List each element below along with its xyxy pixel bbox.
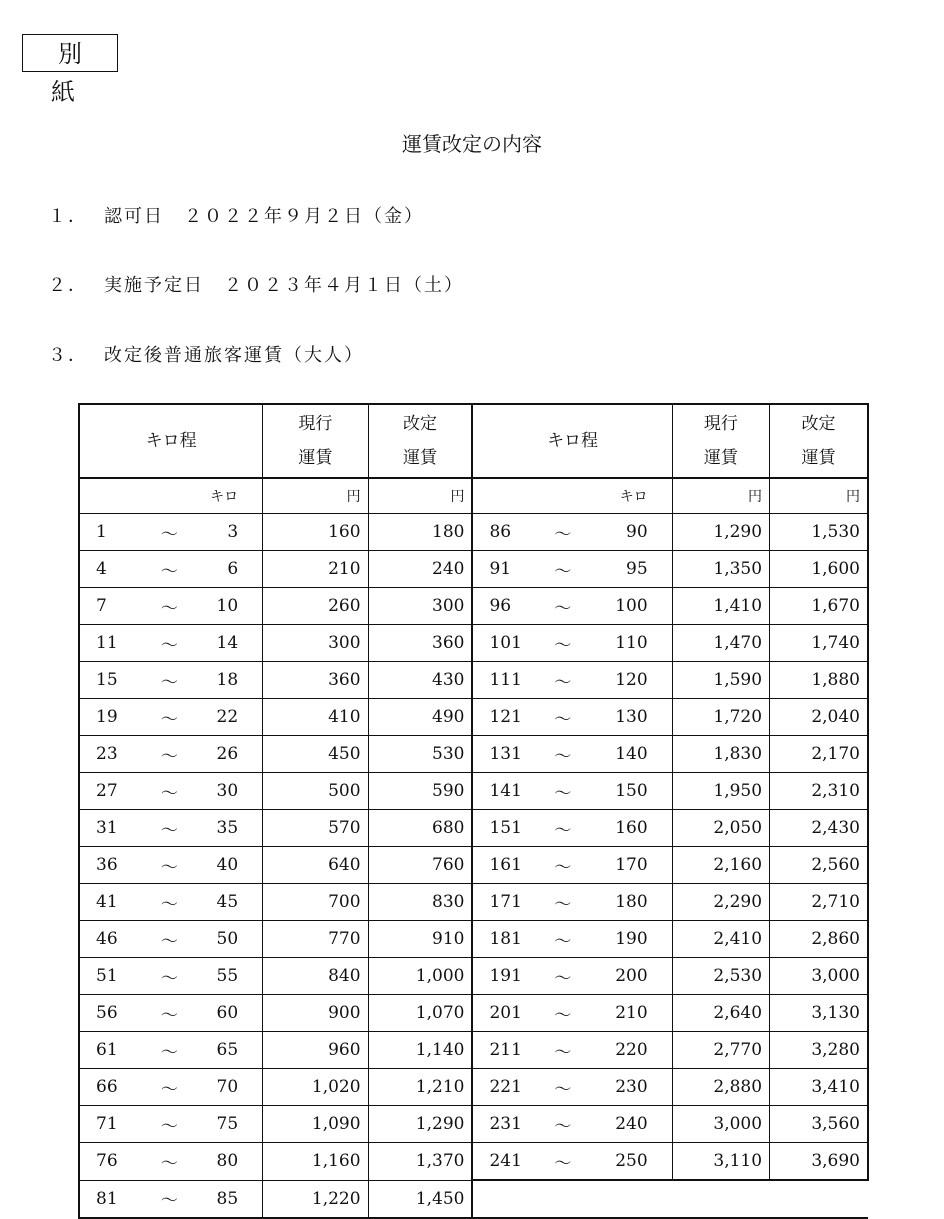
distance-to: 80 <box>199 1143 262 1181</box>
distance-from: 101 <box>472 625 532 662</box>
table-row <box>79 773 868 810</box>
revised-fare: 360 <box>368 625 472 662</box>
distance-to: 35 <box>199 810 262 847</box>
table-row <box>79 588 868 625</box>
table-row <box>79 1106 868 1143</box>
unit-yen: 円 <box>770 478 868 514</box>
revised-fare: 2,430 <box>770 810 868 847</box>
range-tilde: ～ <box>533 958 593 995</box>
distance-from: 221 <box>472 1069 532 1106</box>
distance-to: 18 <box>199 662 262 699</box>
revised-fare: 1,600 <box>770 551 868 588</box>
distance-to: 170 <box>593 847 672 884</box>
distance-from: 4 <box>79 551 139 588</box>
distance-from: 36 <box>79 847 139 884</box>
distance-from: 121 <box>472 699 532 736</box>
revised-fare: 1,450 <box>368 1180 472 1218</box>
revised-fare: 1,140 <box>368 1032 472 1069</box>
current-fare: 3,110 <box>672 1143 769 1181</box>
distance-to: 45 <box>199 884 262 921</box>
range-tilde: ～ <box>139 884 199 921</box>
item-text: 認可日 ２０２２年９月２日（金） <box>104 206 424 227</box>
table-row <box>79 625 868 662</box>
current-fare: 1,590 <box>672 662 769 699</box>
header-revised-fare-right: 改定 運賃 <box>770 404 868 478</box>
table-row <box>79 1143 868 1181</box>
distance-from: 7 <box>79 588 139 625</box>
range-tilde: ～ <box>139 625 199 662</box>
fare-table-body <box>79 478 868 1218</box>
distance-from: 23 <box>79 736 139 773</box>
distance-from: 96 <box>472 588 532 625</box>
revised-fare: 1,530 <box>770 514 868 551</box>
distance-from: 191 <box>472 958 532 995</box>
revised-fare: 1,370 <box>368 1143 472 1181</box>
current-fare: 700 <box>263 884 368 921</box>
distance-from: 241 <box>472 1143 532 1181</box>
item-effective-date <box>48 271 480 297</box>
current-fare: 260 <box>263 588 368 625</box>
distance-to: 65 <box>199 1032 262 1069</box>
current-fare: 1,020 <box>263 1069 368 1106</box>
distance-from: 91 <box>472 551 532 588</box>
distance-to: 230 <box>593 1069 672 1106</box>
current-fare: 960 <box>263 1032 368 1069</box>
item-number: ２． <box>48 275 88 296</box>
distance-to: 130 <box>593 699 672 736</box>
current-fare: 840 <box>263 958 368 995</box>
current-fare: 2,770 <box>672 1032 769 1069</box>
header-distance-left: キロ程 <box>79 404 263 478</box>
distance-to: 50 <box>199 921 262 958</box>
table-row <box>79 847 868 884</box>
current-fare: 570 <box>263 810 368 847</box>
distance-from: 1 <box>79 514 139 551</box>
attachment-stamp: 別 紙 <box>22 34 118 72</box>
revised-fare: 490 <box>368 699 472 736</box>
revised-fare: 2,310 <box>770 773 868 810</box>
current-fare: 410 <box>263 699 368 736</box>
distance-from: 66 <box>79 1069 139 1106</box>
range-tilde: ～ <box>533 662 593 699</box>
range-tilde: ～ <box>139 1106 199 1143</box>
range-tilde: ～ <box>139 514 199 551</box>
distance-from: 111 <box>472 662 532 699</box>
current-fare: 2,410 <box>672 921 769 958</box>
revised-fare: 2,040 <box>770 699 868 736</box>
distance-to: 40 <box>199 847 262 884</box>
revised-fare: 430 <box>368 662 472 699</box>
distance-to: 160 <box>593 810 672 847</box>
current-fare: 2,160 <box>672 847 769 884</box>
distance-to: 95 <box>593 551 672 588</box>
range-tilde: ～ <box>533 1143 593 1181</box>
range-tilde: ～ <box>533 847 593 884</box>
distance-to: 250 <box>593 1143 672 1181</box>
current-fare: 1,090 <box>263 1106 368 1143</box>
distance-from: 231 <box>472 1106 532 1143</box>
range-tilde: ～ <box>533 1032 593 1069</box>
revised-fare: 180 <box>368 514 472 551</box>
table-header-row <box>79 404 868 478</box>
revised-fare: 680 <box>368 810 472 847</box>
current-fare: 2,880 <box>672 1069 769 1106</box>
current-fare: 900 <box>263 995 368 1032</box>
current-fare: 1,720 <box>672 699 769 736</box>
range-tilde: ～ <box>533 736 593 773</box>
distance-to: 110 <box>593 625 672 662</box>
distance-from: 71 <box>79 1106 139 1143</box>
distance-from: 19 <box>79 699 139 736</box>
distance-to: 180 <box>593 884 672 921</box>
unit-row <box>79 478 868 514</box>
current-fare: 1,160 <box>263 1143 368 1181</box>
revised-fare: 760 <box>368 847 472 884</box>
range-tilde: ～ <box>139 995 199 1032</box>
distance-from: 181 <box>472 921 532 958</box>
revised-fare: 1,210 <box>368 1069 472 1106</box>
range-tilde: ～ <box>139 662 199 699</box>
table-row <box>79 1032 868 1069</box>
distance-to: 90 <box>593 514 672 551</box>
distance-from: 56 <box>79 995 139 1032</box>
distance-from: 211 <box>472 1032 532 1069</box>
range-tilde: ～ <box>139 921 199 958</box>
distance-from: 27 <box>79 773 139 810</box>
revised-fare: 240 <box>368 551 472 588</box>
distance-to: 6 <box>199 551 262 588</box>
table-row <box>79 736 868 773</box>
distance-to: 14 <box>199 625 262 662</box>
table-row <box>79 995 868 1032</box>
revised-fare: 2,170 <box>770 736 868 773</box>
distance-to: 120 <box>593 662 672 699</box>
distance-from: 201 <box>472 995 532 1032</box>
range-tilde: ～ <box>533 1069 593 1106</box>
table-row <box>79 1180 868 1218</box>
item-text: 改定後普通旅客運賃（大人） <box>104 345 364 366</box>
range-tilde: ～ <box>533 625 593 662</box>
current-fare: 3,000 <box>672 1106 769 1143</box>
header-current-fare-left: 現行 運賃 <box>263 404 368 478</box>
distance-from: 41 <box>79 884 139 921</box>
distance-from: 11 <box>79 625 139 662</box>
fare-table <box>78 403 869 1219</box>
distance-to: 100 <box>593 588 672 625</box>
range-tilde: ～ <box>139 773 199 810</box>
current-fare: 2,290 <box>672 884 769 921</box>
unit-yen: 円 <box>368 478 472 514</box>
range-tilde: ～ <box>533 551 593 588</box>
unit-yen: 円 <box>263 478 368 514</box>
current-fare: 1,350 <box>672 551 769 588</box>
distance-from: 76 <box>79 1143 139 1181</box>
current-fare: 1,220 <box>263 1180 368 1218</box>
distance-from: 161 <box>472 847 532 884</box>
distance-from: 171 <box>472 884 532 921</box>
current-fare: 450 <box>263 736 368 773</box>
revised-fare: 1,000 <box>368 958 472 995</box>
current-fare: 160 <box>263 514 368 551</box>
current-fare: 2,050 <box>672 810 769 847</box>
current-fare: 500 <box>263 773 368 810</box>
document-title: 運賃改定の内容 <box>402 132 542 156</box>
distance-to: 200 <box>593 958 672 995</box>
range-tilde: ～ <box>533 588 593 625</box>
current-fare: 1,950 <box>672 773 769 810</box>
distance-from: 46 <box>79 921 139 958</box>
table-row <box>79 699 868 736</box>
revised-fare: 1,070 <box>368 995 472 1032</box>
distance-to: 22 <box>199 699 262 736</box>
distance-to: 85 <box>199 1180 262 1218</box>
range-tilde: ～ <box>533 773 593 810</box>
current-fare: 770 <box>263 921 368 958</box>
table-row <box>79 514 868 551</box>
item-approval-date <box>48 202 440 228</box>
distance-to: 240 <box>593 1106 672 1143</box>
distance-to: 30 <box>199 773 262 810</box>
revised-fare: 1,740 <box>770 625 868 662</box>
range-tilde: ～ <box>139 736 199 773</box>
table-row <box>79 884 868 921</box>
revised-fare: 3,130 <box>770 995 868 1032</box>
header-current-fare-right: 現行 運賃 <box>672 404 769 478</box>
distance-to: 190 <box>593 921 672 958</box>
distance-from: 15 <box>79 662 139 699</box>
current-fare: 640 <box>263 847 368 884</box>
distance-to: 10 <box>199 588 262 625</box>
table-row <box>79 1069 868 1106</box>
distance-to: 55 <box>199 958 262 995</box>
revised-fare: 590 <box>368 773 472 810</box>
current-fare: 300 <box>263 625 368 662</box>
distance-to: 220 <box>593 1032 672 1069</box>
table-row <box>79 958 868 995</box>
revised-fare: 3,690 <box>770 1143 868 1181</box>
revised-fare: 1,880 <box>770 662 868 699</box>
distance-from: 151 <box>472 810 532 847</box>
revised-fare: 2,560 <box>770 847 868 884</box>
distance-from: 61 <box>79 1032 139 1069</box>
table-row <box>79 551 868 588</box>
revised-fare: 1,290 <box>368 1106 472 1143</box>
range-tilde: ～ <box>139 551 199 588</box>
current-fare: 1,830 <box>672 736 769 773</box>
range-tilde: ～ <box>139 699 199 736</box>
revised-fare: 830 <box>368 884 472 921</box>
range-tilde: ～ <box>139 1143 199 1181</box>
range-tilde: ～ <box>533 699 593 736</box>
revised-fare: 2,710 <box>770 884 868 921</box>
distance-to: 3 <box>199 514 262 551</box>
current-fare: 210 <box>263 551 368 588</box>
distance-to: 140 <box>593 736 672 773</box>
revised-fare: 1,670 <box>770 588 868 625</box>
current-fare: 1,410 <box>672 588 769 625</box>
distance-to: 150 <box>593 773 672 810</box>
range-tilde: ～ <box>139 810 199 847</box>
revised-fare: 3,560 <box>770 1106 868 1143</box>
revised-fare: 530 <box>368 736 472 773</box>
range-tilde: ～ <box>533 921 593 958</box>
item-number: ３． <box>48 345 88 366</box>
distance-from: 141 <box>472 773 532 810</box>
range-tilde: ～ <box>533 1106 593 1143</box>
revised-fare: 2,860 <box>770 921 868 958</box>
distance-to: 26 <box>199 736 262 773</box>
distance-to: 75 <box>199 1106 262 1143</box>
distance-from: 86 <box>472 514 532 551</box>
range-tilde: ～ <box>533 514 593 551</box>
unit-km: キロ <box>593 478 672 514</box>
header-revised-fare-left: 改定 運賃 <box>368 404 472 478</box>
distance-to: 60 <box>199 995 262 1032</box>
range-tilde: ～ <box>139 588 199 625</box>
revised-fare: 300 <box>368 588 472 625</box>
current-fare: 1,470 <box>672 625 769 662</box>
item-number: １． <box>48 206 88 227</box>
unit-yen: 円 <box>672 478 769 514</box>
revised-fare: 910 <box>368 921 472 958</box>
range-tilde: ～ <box>533 995 593 1032</box>
distance-to: 70 <box>199 1069 262 1106</box>
current-fare: 2,640 <box>672 995 769 1032</box>
revised-fare: 3,410 <box>770 1069 868 1106</box>
table-row <box>79 810 868 847</box>
range-tilde: ～ <box>139 958 199 995</box>
range-tilde: ～ <box>533 810 593 847</box>
range-tilde: ～ <box>533 884 593 921</box>
current-fare: 360 <box>263 662 368 699</box>
current-fare: 1,290 <box>672 514 769 551</box>
revised-fare: 3,280 <box>770 1032 868 1069</box>
range-tilde: ～ <box>139 1032 199 1069</box>
distance-to: 210 <box>593 995 672 1032</box>
unit-km: キロ <box>199 478 262 514</box>
range-tilde: ～ <box>139 847 199 884</box>
item-text: 実施予定日 ２０２３年４月１日（土） <box>104 275 464 296</box>
revised-fare: 3,000 <box>770 958 868 995</box>
table-row <box>79 662 868 699</box>
distance-from: 51 <box>79 958 139 995</box>
range-tilde: ～ <box>139 1069 199 1106</box>
current-fare: 2,530 <box>672 958 769 995</box>
item-fare-table-heading <box>48 341 380 367</box>
distance-from: 81 <box>79 1180 139 1218</box>
distance-from: 31 <box>79 810 139 847</box>
header-distance-right: キロ程 <box>472 404 672 478</box>
distance-from: 131 <box>472 736 532 773</box>
range-tilde: ～ <box>139 1180 199 1218</box>
empty-cell <box>472 1180 868 1218</box>
table-row <box>79 921 868 958</box>
